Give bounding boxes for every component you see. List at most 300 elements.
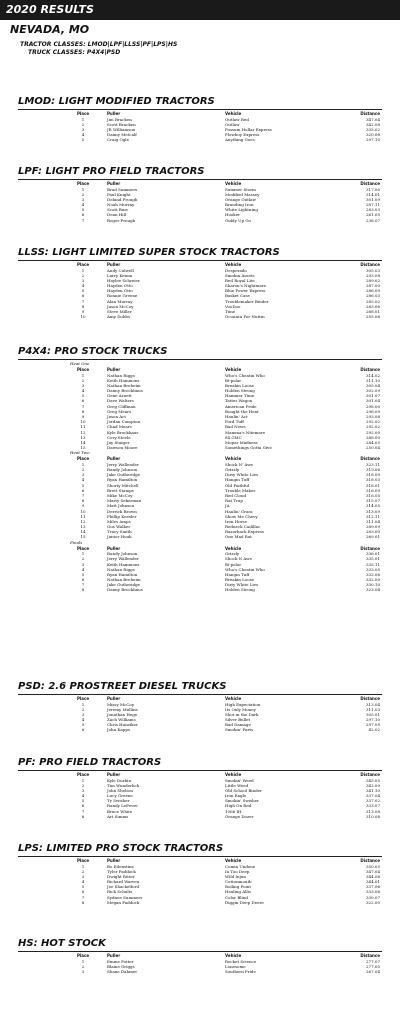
- result-puller: Tim Wunderlich: [107, 782, 140, 788]
- column-header-puller: Puller: [107, 696, 121, 701]
- result-place: 1: [81, 701, 85, 707]
- result-distance: 319.06: [366, 467, 380, 472]
- result-puller: Kyle Durbin: [107, 777, 132, 783]
- column-header-place: Place: [76, 456, 90, 462]
- result-puller: Richard Warren: [107, 879, 140, 885]
- result-puller: Lucy Greene: [107, 793, 133, 799]
- result-vehicle: Breakin Loose: [225, 577, 255, 583]
- column-header-place: Place: [76, 953, 90, 958]
- result-place: 1: [81, 267, 85, 273]
- result-puller: Art Simms: [107, 813, 129, 819]
- result-place: 14: [80, 439, 86, 445]
- result-puller: Randy Johnson: [107, 551, 138, 557]
- result-place: 2: [81, 963, 85, 969]
- result-puller: John Kapps: [107, 727, 130, 733]
- result-distance: 297.10: [366, 717, 380, 723]
- result-distance: 289.02: [366, 277, 380, 283]
- result-place: 7: [81, 582, 85, 588]
- result-place: 4: [81, 388, 85, 394]
- column-header-puller: Puller: [107, 181, 121, 186]
- result-place: 4: [81, 283, 85, 289]
- column-header-place: Place: [76, 696, 90, 701]
- column-header-distance: Distance: [360, 367, 380, 372]
- result-vehicle: Old Faithful: [225, 482, 250, 488]
- result-vehicle: Bi-polar: [225, 561, 242, 567]
- result-puller: Derrick Brown: [107, 508, 137, 514]
- heat-label: Finals: [70, 539, 83, 545]
- result-distance: 322.00: [366, 899, 380, 905]
- result-puller: Shorty Mitchell: [107, 482, 139, 488]
- result-distance: 323.04: [366, 587, 380, 593]
- result-row: [0, 218, 400, 223]
- column-header-vehicle: Vehicle: [225, 545, 242, 551]
- result-vehicle: Shot in the Dark: [225, 711, 259, 717]
- result-distance: 333.08: [366, 889, 380, 895]
- result-place: 4: [81, 132, 85, 138]
- result-vehicle: Old School Binder: [225, 787, 262, 793]
- section-title: P4X4: PRO STOCK TRUCKS: [18, 346, 168, 357]
- result-distance: 269.01: [366, 534, 380, 540]
- result-distance: 314.02: [366, 372, 380, 378]
- result-place: 13: [80, 524, 86, 530]
- result-vehicle: Bought the Heat: [225, 408, 259, 414]
- result-distance: 318.03: [366, 477, 380, 483]
- result-vehicle: Desperado: [225, 267, 247, 273]
- result-place: 1: [81, 863, 85, 869]
- result-vehicle: Giddy Up Go: [225, 217, 251, 223]
- result-puller: Amy Dobbs: [107, 314, 131, 320]
- result-distance: 284.05: [366, 439, 380, 445]
- result-distance: 335.11: [366, 561, 380, 567]
- result-puller: Brad Summers: [107, 186, 138, 192]
- result-puller: Paul Knight: [107, 191, 131, 197]
- result-puller: Kyle Brockhaus: [107, 429, 139, 435]
- result-place: 8: [81, 587, 85, 593]
- result-puller: Dwight Ritter: [107, 873, 135, 879]
- result-distance: 333.05: [366, 566, 380, 572]
- result-distance: 330.10: [366, 582, 380, 588]
- result-distance: 301.09: [366, 196, 380, 202]
- result-row: [0, 727, 400, 732]
- location-heading: NEVADA, MO: [10, 23, 90, 36]
- result-puller: Scott Burr: [107, 207, 129, 213]
- result-distance: 313.04: [366, 701, 380, 707]
- result-distance: 345.05: [366, 777, 380, 783]
- result-place: 5: [81, 482, 85, 488]
- column-header-distance: Distance: [360, 858, 380, 863]
- result-vehicle: Boiling Point: [225, 884, 251, 890]
- result-puller: Keith Hammons: [107, 377, 140, 383]
- section-title: LLSS: LIGHT LIMITED SUPER STOCK TRACTORS: [18, 247, 280, 258]
- result-distance: 301.07: [366, 393, 380, 399]
- result-place: 6: [81, 293, 85, 299]
- result-vehicle: Redneck Cadillac: [225, 524, 261, 530]
- result-place: 8: [81, 408, 85, 414]
- result-vehicle: Haulin' Act: [225, 414, 248, 419]
- result-puller: Chad Mears: [107, 424, 132, 430]
- result-place: 12: [80, 518, 86, 524]
- result-place: 9: [81, 309, 85, 314]
- result-distance: 293.08: [366, 272, 380, 278]
- page-title: 2020 RESULTS: [6, 3, 94, 16]
- result-puller: Gene Arnett: [107, 393, 132, 399]
- result-place: 4: [81, 879, 85, 885]
- result-vehicle: Sharon's Nightmare: [225, 283, 267, 289]
- result-vehicle: Time: [225, 309, 236, 314]
- result-puller: Craig Ogle: [107, 137, 129, 143]
- section-divider: [18, 359, 382, 360]
- result-place: 2: [81, 272, 85, 278]
- result-puller: Missy McCoy: [107, 701, 135, 707]
- result-distance: 255.06: [366, 314, 380, 320]
- result-distance: 287.11: [366, 202, 380, 208]
- result-place: 2: [81, 782, 85, 788]
- result-distance: 347.04: [366, 868, 380, 874]
- result-vehicle: Trouble Maker: [225, 487, 256, 493]
- results-banner: [0, 0, 400, 20]
- result-puller: Hayden Otto: [107, 283, 133, 289]
- result-distance: 277.07: [366, 958, 380, 964]
- section-hs: [0, 938, 400, 974]
- result-puller: Joe Shackelford: [107, 884, 140, 890]
- result-puller: Tyler Paddock: [107, 868, 136, 874]
- result-distance: 347.04: [366, 116, 380, 122]
- result-distance: 311.04: [366, 518, 380, 524]
- column-header-vehicle: Vehicle: [225, 456, 242, 462]
- result-row: [0, 900, 400, 905]
- result-vehicle: VooDoo: [225, 303, 241, 309]
- result-vehicle: Possum Hollar Express: [225, 126, 272, 132]
- result-distance: 311.03: [366, 706, 380, 712]
- result-puller: Jay Staiger: [107, 439, 130, 445]
- result-place: 1: [81, 461, 85, 467]
- section-title: PSD: 2.6 PROSTREET DIESEL TRUCKS: [18, 681, 227, 692]
- result-distance: 296.09: [366, 408, 380, 414]
- result-vehicle: Smokin Assets: [225, 272, 255, 278]
- result-vehicle: Iron Eagle: [225, 793, 247, 799]
- column-header-place: Place: [76, 262, 90, 267]
- result-vehicle: Show Me Chevy: [225, 513, 258, 519]
- result-puller: Jonathan Hege: [107, 711, 138, 717]
- result-puller: Nathan Breheim: [107, 577, 141, 583]
- result-distance: 283.06: [366, 303, 380, 309]
- section-p4x4: [0, 346, 400, 593]
- result-place: 3: [81, 126, 85, 132]
- result-place: 15: [80, 445, 86, 451]
- result-puller: Phillip Keesler: [107, 513, 137, 519]
- section-divider: [18, 694, 382, 695]
- result-vehicle: 84 GMC: [225, 434, 242, 440]
- result-place: 5: [81, 722, 85, 728]
- result-vehicle: Cottonmouth: [225, 879, 252, 885]
- column-header-place: Place: [76, 772, 90, 777]
- result-distance: 288.00: [366, 434, 380, 440]
- result-distance: 305.04: [366, 382, 380, 388]
- result-place: 1: [81, 186, 85, 192]
- result-vehicle: High Expectation: [225, 701, 261, 707]
- result-place: 6: [81, 577, 85, 583]
- result-distance: 268.01: [366, 309, 380, 314]
- result-place: 13: [80, 434, 86, 440]
- result-vehicle: American Pride: [225, 403, 257, 409]
- section-divider: [18, 260, 382, 261]
- result-place: 10: [80, 419, 86, 425]
- result-place: 11: [80, 424, 86, 430]
- result-distance: 317.00: [366, 186, 380, 192]
- result-distance: 342.08: [366, 121, 380, 127]
- result-distance: 305.01: [366, 711, 380, 717]
- result-distance: 314.05: [366, 503, 380, 509]
- result-puller: Ronnie Greene: [107, 293, 138, 299]
- result-distance: 297.05: [366, 722, 380, 728]
- section-divider: [18, 856, 382, 857]
- result-place: 6: [81, 803, 85, 809]
- result-vehicle: Wild Injun: [225, 873, 246, 879]
- result-distance: 342.09: [366, 782, 380, 788]
- result-distance: 289.09: [366, 524, 380, 530]
- column-header-vehicle: Vehicle: [225, 953, 242, 958]
- result-place: 1: [81, 551, 85, 557]
- column-header-distance: Distance: [360, 772, 380, 777]
- result-distance: 316.05: [366, 492, 380, 498]
- result-vehicle: Smokin' Parts: [225, 727, 254, 733]
- result-place: 1: [81, 372, 85, 378]
- result-vehicle: Color Blind: [225, 894, 248, 900]
- result-vehicle: Lonesome: [225, 963, 246, 969]
- result-vehicle: Red Cloud: [225, 492, 247, 498]
- result-vehicle: Plowboy Express: [225, 132, 260, 138]
- result-place: 2: [81, 556, 85, 562]
- result-distance: 277.05: [366, 963, 380, 969]
- result-puller: Matt Johnson: [107, 503, 135, 509]
- result-puller: Nathan Riggs: [107, 566, 135, 572]
- result-distance: 287.00: [366, 283, 380, 289]
- column-header-puller: Puller: [107, 111, 121, 116]
- result-puller: Miles Amps: [107, 518, 131, 524]
- result-vehicle: Bi-polar: [225, 377, 242, 383]
- result-place: 3: [81, 561, 85, 567]
- result-place: 5: [81, 571, 85, 577]
- result-place: 3: [81, 711, 85, 717]
- result-vehicle: Haulin' Grass: [225, 508, 253, 514]
- result-distance: 344.01: [366, 879, 380, 885]
- column-header-distance: Distance: [360, 456, 380, 462]
- result-vehicle: Hangin Tuff: [225, 571, 250, 577]
- result-place: 2: [81, 377, 85, 383]
- result-distance: 318.01: [366, 482, 380, 488]
- result-place: 7: [81, 492, 85, 498]
- result-place: 3: [81, 873, 85, 879]
- column-header-vehicle: Vehicle: [225, 772, 242, 777]
- column-header-puller: Puller: [107, 367, 121, 372]
- result-vehicle: Shock N Awe: [225, 556, 252, 562]
- result-place: 2: [81, 121, 85, 127]
- result-distance: 336.01: [366, 551, 380, 557]
- result-distance: 312.11: [366, 513, 380, 519]
- result-place: 9: [81, 414, 85, 419]
- column-header-distance: Distance: [360, 953, 380, 958]
- result-distance: 292.00: [366, 429, 380, 435]
- result-vehicle: Grizzly: [225, 551, 240, 557]
- result-place: 9: [81, 503, 85, 509]
- result-distance: 261.05: [366, 212, 380, 218]
- result-puller: Danny Metcalf: [107, 132, 137, 138]
- column-header-vehicle: Vehicle: [225, 181, 242, 186]
- result-vehicle: Blue Power Express: [225, 288, 266, 294]
- result-vehicle: Summer Storm: [225, 186, 256, 192]
- result-place: 3: [81, 787, 85, 793]
- result-puller: Dean Hill: [107, 212, 127, 218]
- result-distance: 314.01: [366, 191, 380, 197]
- result-puller: Cory Steele: [107, 434, 131, 440]
- section-lmod: [0, 96, 400, 142]
- result-distance: 311.10: [366, 377, 380, 383]
- result-vehicle: Basket Case: [225, 293, 250, 299]
- result-place: 7: [81, 808, 85, 814]
- result-puller: Brett Stamps: [107, 487, 134, 493]
- result-place: 8: [81, 813, 85, 819]
- result-vehicle: Breakin Loose: [225, 382, 255, 388]
- result-distance: 283.03: [366, 207, 380, 213]
- result-place: 8: [81, 899, 85, 905]
- result-place: 10: [80, 508, 86, 514]
- result-distance: 313.08: [366, 808, 380, 814]
- result-vehicle: Dirty White Lies: [225, 472, 259, 478]
- result-place: 1: [81, 116, 85, 122]
- column-header-puller: Puller: [107, 545, 121, 551]
- result-place: 4: [81, 793, 85, 799]
- result-place: 1: [81, 958, 85, 964]
- result-distance: 341.10: [366, 787, 380, 793]
- result-place: 2: [81, 467, 85, 472]
- result-distance: 337.02: [366, 798, 380, 804]
- result-distance: 301.04: [366, 398, 380, 404]
- result-puller: Andy Culwell: [107, 267, 134, 273]
- truck-classes: TRUCK CLASSES: P4X4|PSD: [28, 49, 121, 56]
- result-vehicle: Bad Damage: [225, 722, 251, 728]
- column-header-place: Place: [76, 111, 90, 116]
- result-place: 8: [81, 498, 85, 504]
- result-vehicle: 1066 IH: [225, 808, 242, 814]
- column-header-distance: Distance: [360, 111, 380, 116]
- result-distance: 310.08: [366, 813, 380, 819]
- result-vehicle: Tatter Wagon: [225, 398, 253, 404]
- result-vehicle: JA: [225, 503, 230, 509]
- result-puller: Dave Walters: [107, 398, 134, 404]
- section-title: LPF: LIGHT PRO FIELD TRACTORS: [18, 166, 205, 177]
- result-puller: Nathan Breheim: [107, 382, 141, 388]
- result-distance: 267.04: [366, 968, 380, 974]
- result-distance: 323.11: [366, 461, 380, 467]
- result-puller: Jim Bracken: [107, 116, 132, 122]
- result-vehicle: Orange Outlaw: [225, 196, 256, 202]
- result-place: 11: [80, 513, 86, 519]
- result-distance: 297.10: [366, 137, 380, 143]
- result-vehicle: Shock N' Awe: [225, 461, 254, 467]
- result-distance: 313.09: [366, 508, 380, 514]
- result-vehicle: White Lightning: [225, 207, 258, 213]
- result-puller: John Shelton: [107, 787, 133, 793]
- result-vehicle: Holden Strong: [225, 587, 255, 593]
- result-puller: Megan Paddock: [107, 899, 140, 905]
- result-vehicle: Who's Cheatin Who: [225, 566, 265, 572]
- result-place: 6: [81, 727, 85, 733]
- result-puller: Nathan Riggs: [107, 372, 135, 378]
- result-vehicle: Troublemaker Binder: [225, 298, 269, 304]
- result-vehicle: Grizzly: [225, 467, 240, 472]
- column-header-place: Place: [76, 545, 90, 551]
- result-puller: Blaine Griggs: [107, 963, 135, 969]
- result-puller: Mike McCoy: [107, 492, 133, 498]
- result-place: 5: [81, 798, 85, 804]
- result-vehicle: Outlaw: [225, 121, 240, 127]
- result-place: 2: [81, 191, 85, 197]
- column-header-distance: Distance: [360, 545, 380, 551]
- result-distance: 302.09: [366, 388, 380, 394]
- result-distance: 337.06: [366, 884, 380, 890]
- column-header-distance: Distance: [360, 181, 380, 186]
- column-header-puller: Puller: [107, 953, 121, 958]
- result-puller: Jason McCoy: [107, 303, 134, 309]
- result-row: [0, 445, 400, 450]
- result-vehicle: Its Only Money: [225, 706, 256, 712]
- result-distance: 315.07: [366, 498, 380, 504]
- result-puller: Keith Hammons: [107, 561, 140, 567]
- result-distance: 335.01: [366, 556, 380, 562]
- result-row: [0, 587, 400, 592]
- column-header-distance: Distance: [360, 262, 380, 267]
- result-place: 7: [81, 298, 85, 304]
- result-row: [0, 814, 400, 819]
- column-header-place: Place: [76, 181, 90, 186]
- result-distance: 285.02: [366, 298, 380, 304]
- result-puller: Jeremy Mullins: [107, 706, 138, 712]
- column-header-puller: Puller: [107, 772, 121, 777]
- result-vehicle: High On Red: [225, 803, 252, 809]
- result-vehicle: Southern Pride: [225, 968, 256, 974]
- section-divider: [18, 109, 382, 110]
- result-vehicle: Anything Goes: [225, 137, 255, 143]
- section-divider: [18, 179, 382, 180]
- class-list: [0, 41, 400, 57]
- result-puller: Ryan Hamilton: [107, 477, 138, 483]
- result-puller: Marty Sekerman: [107, 498, 142, 504]
- column-header-puller: Puller: [107, 262, 121, 267]
- result-distance: 333.07: [366, 803, 380, 809]
- result-place: 3: [81, 472, 85, 478]
- result-puller: Jordan Compton: [107, 419, 141, 425]
- result-vehicle: Ford Tuff: [225, 419, 244, 425]
- result-vehicle: Orange Dozer: [225, 813, 254, 819]
- result-puller: Haylee Schreier: [107, 277, 140, 283]
- column-header-distance: Distance: [360, 696, 380, 701]
- result-distance: 305.03: [366, 267, 380, 273]
- result-place: 4: [81, 566, 85, 572]
- result-vehicle: Little Weed: [225, 782, 249, 788]
- result-vehicle: Ocounta For Nuttin: [225, 314, 265, 320]
- result-puller: Alan Murray: [107, 298, 133, 304]
- result-vehicle: Dirty White Lies: [225, 582, 259, 588]
- heat-label: Heat One: [70, 361, 90, 366]
- result-vehicle: Hooker: [225, 212, 241, 218]
- result-vehicle: Modified Massey: [225, 191, 260, 197]
- result-puller: Randy Johnson: [107, 467, 138, 472]
- result-place: 3: [81, 196, 85, 202]
- result-puller: Jerry Wallender: [107, 556, 139, 562]
- result-vehicle: Razorback Express: [225, 529, 264, 535]
- result-puller: Jerry Wallender: [107, 461, 139, 467]
- result-vehicle: Smokin' Weed: [225, 777, 254, 783]
